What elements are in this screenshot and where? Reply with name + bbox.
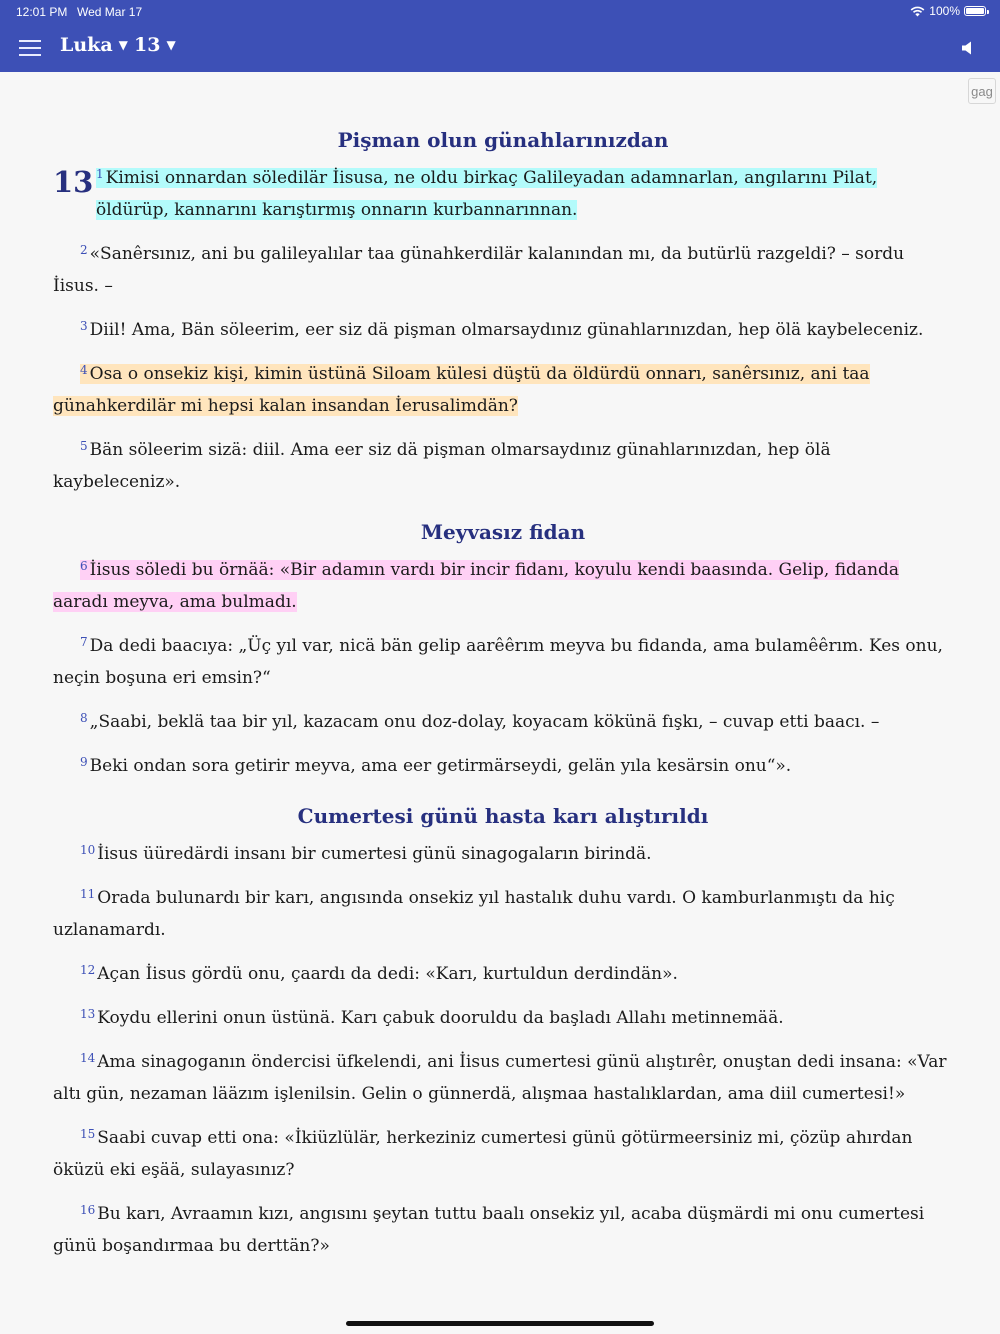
- status-time: 12:01 PM: [16, 5, 68, 19]
- verse-text: Ama sinagoganın öndercisi üfkelendi, ani İisus cumertesi günü alıştırêr, onuştan dedi insana: «Var altı gün, nezaman lääzım işlenilsin. Gelin o günnerdä, alışmaa hastalıklardan, ama diil cumertesi!»: [53, 1052, 947, 1104]
- battery-icon: [964, 6, 986, 16]
- verse[interactable]: [53, 882, 953, 946]
- verse-number: 9: [80, 755, 88, 769]
- top-navbar: [0, 24, 1000, 72]
- status-right: [910, 4, 986, 18]
- verse[interactable]: [53, 358, 953, 422]
- chapter-number: 13: [53, 165, 94, 199]
- book-name: Luka: [60, 34, 113, 56]
- caret-down-icon: ▼: [166, 38, 176, 52]
- verse-number: 14: [80, 1051, 96, 1065]
- verse-text: İisus söledi bu örnää: «Bir adamın vardı bir incir fidanı, koyulu kendi baasında. Gelip, fidanda aaradı meyva, ama bulmadı.: [53, 560, 900, 612]
- verse-text: Diil! Ama, Bän söleerim, eer siz dä pişman olmarsaydınız günahlarınızdan, hep ölä kaybeleceniz.: [89, 320, 924, 340]
- verse-number: 5: [80, 439, 88, 453]
- verse[interactable]: [53, 162, 953, 226]
- verse-number: 10: [80, 843, 96, 857]
- verse-number: 6: [80, 559, 88, 573]
- verse-number: 13: [80, 1007, 96, 1021]
- verse-number: 1: [96, 167, 104, 181]
- chapter-name: 13: [134, 34, 161, 56]
- verse-number: 8: [80, 711, 88, 725]
- verse-text: Da dedi baacıya: „Üç yıl var, nicä bän gelip aarêêrım meyva bu fidanda, ama bulamêêrım. Kes onu, neçin boşuna eri emsin?“: [53, 636, 943, 688]
- status-bar: [0, 0, 1000, 24]
- book-picker[interactable]: [60, 34, 128, 56]
- battery-percent: 100%: [929, 4, 960, 18]
- verse-text: Orada bulunardı bir karı, angısında onsekiz yıl hastalık duhu vardı. O kamburlanmıştı da hiç uzlanamardı.: [53, 888, 895, 940]
- verse[interactable]: [53, 630, 953, 694]
- verse-highlight: [96, 168, 877, 220]
- verse-text: «Sanêrsınız, ani bu galileyalılar taa günahkerdilär kalanından mı, da butürlü razgeldi? – sordu İisus. –: [53, 244, 905, 296]
- verse-number: 11: [80, 887, 96, 901]
- verse-text: Koydu ellerini onun üstünä. Karı çabuk dooruldu da başladı Allahı metinnemää.: [97, 1008, 784, 1028]
- section-heading: Pişman olun günahlarınızdan: [337, 128, 669, 152]
- verse-highlight: [53, 560, 899, 612]
- verse[interactable]: [53, 238, 953, 302]
- caret-down-icon: ▼: [118, 38, 128, 52]
- verse-text: Saabi cuvap etti ona: «İkiüzlülär, herkeziniz cumertesi günü götürmeersiniz mi, çözüp ahırdan öküzü eki eşää, sulayasınız?: [53, 1128, 913, 1180]
- verse-highlight: [53, 364, 870, 416]
- verse-number: 4: [80, 363, 88, 377]
- verse-text: Bän söleerim sizä: diil. Ama eer siz dä pişman olmarsaydınız günahlarınızdan, hep ölä kaybeleceniz».: [53, 440, 831, 492]
- verse-text: Açan İisus gördü onu, çaardı da dedi: «Karı, kurtuldun derdindän».: [97, 964, 678, 984]
- verse-number: 2: [80, 243, 88, 257]
- menu-icon[interactable]: [19, 40, 41, 56]
- verse-number: 3: [80, 319, 88, 333]
- verse[interactable]: [53, 434, 953, 498]
- verse-text: „Saabi, beklä taa bir yıl, kazacam onu doz-dolay, koyacam kökünä fışkı, – cuvap etti baacı. –: [89, 712, 880, 732]
- verse[interactable]: [53, 706, 953, 738]
- verse[interactable]: [53, 1046, 953, 1110]
- language-toggle-button[interactable]: gag: [968, 78, 996, 104]
- section-heading: Meyvasız fidan: [420, 520, 586, 544]
- home-indicator[interactable]: [346, 1321, 654, 1326]
- verse[interactable]: [53, 314, 953, 346]
- chapter-content: [53, 118, 953, 1274]
- verse-text: Osa o onsekiz kişi, kimin üstünä Siloam külesi düştü da öldürdü onnarı, sanêrsınız, ani taa günahkerdilär mi hepsi kalan insandan İerusalimdän?: [53, 364, 870, 416]
- section-heading: Cumertesi günü hasta karı alıştırıldı: [297, 804, 709, 828]
- verse-text: Beki ondan sora getirir meyva, ama eer getirmärseydi, gelän yıla kesärsin onu“».: [89, 756, 792, 776]
- verse-number: 16: [80, 1203, 96, 1217]
- status-date: Wed Mar 17: [77, 5, 143, 19]
- verse[interactable]: [53, 958, 953, 990]
- verse-text: Kimisi onnardan söledilär İisusa, ne oldu birkaç Galileyadan adamnarlan, angılarını Pilat, öldürüp, kannarını karıştırmış onnarın kurbannarınnan.: [96, 168, 878, 220]
- verse[interactable]: [53, 1122, 953, 1186]
- verse[interactable]: [53, 838, 953, 870]
- verse[interactable]: [53, 750, 953, 782]
- chapter-picker[interactable]: [134, 34, 176, 56]
- verse-number: 15: [80, 1127, 96, 1141]
- speaker-icon[interactable]: [962, 41, 974, 55]
- verse-text: İisus üüredärdi insanı bir cumertesi günü sinagogaların birindä.: [97, 844, 652, 864]
- wifi-icon: [910, 6, 925, 17]
- verse-number: 7: [80, 635, 88, 649]
- verse[interactable]: [53, 554, 953, 618]
- verse-number: 12: [80, 963, 96, 977]
- verse[interactable]: [53, 1002, 953, 1034]
- verse-text: Bu karı, Avraamın kızı, angısını şeytan tuttu baalı onsekiz yıl, acaba düşmärdi mi onu cumertesi günü boşandırmaa bu derttän?»: [53, 1204, 925, 1256]
- verse[interactable]: [53, 1198, 953, 1262]
